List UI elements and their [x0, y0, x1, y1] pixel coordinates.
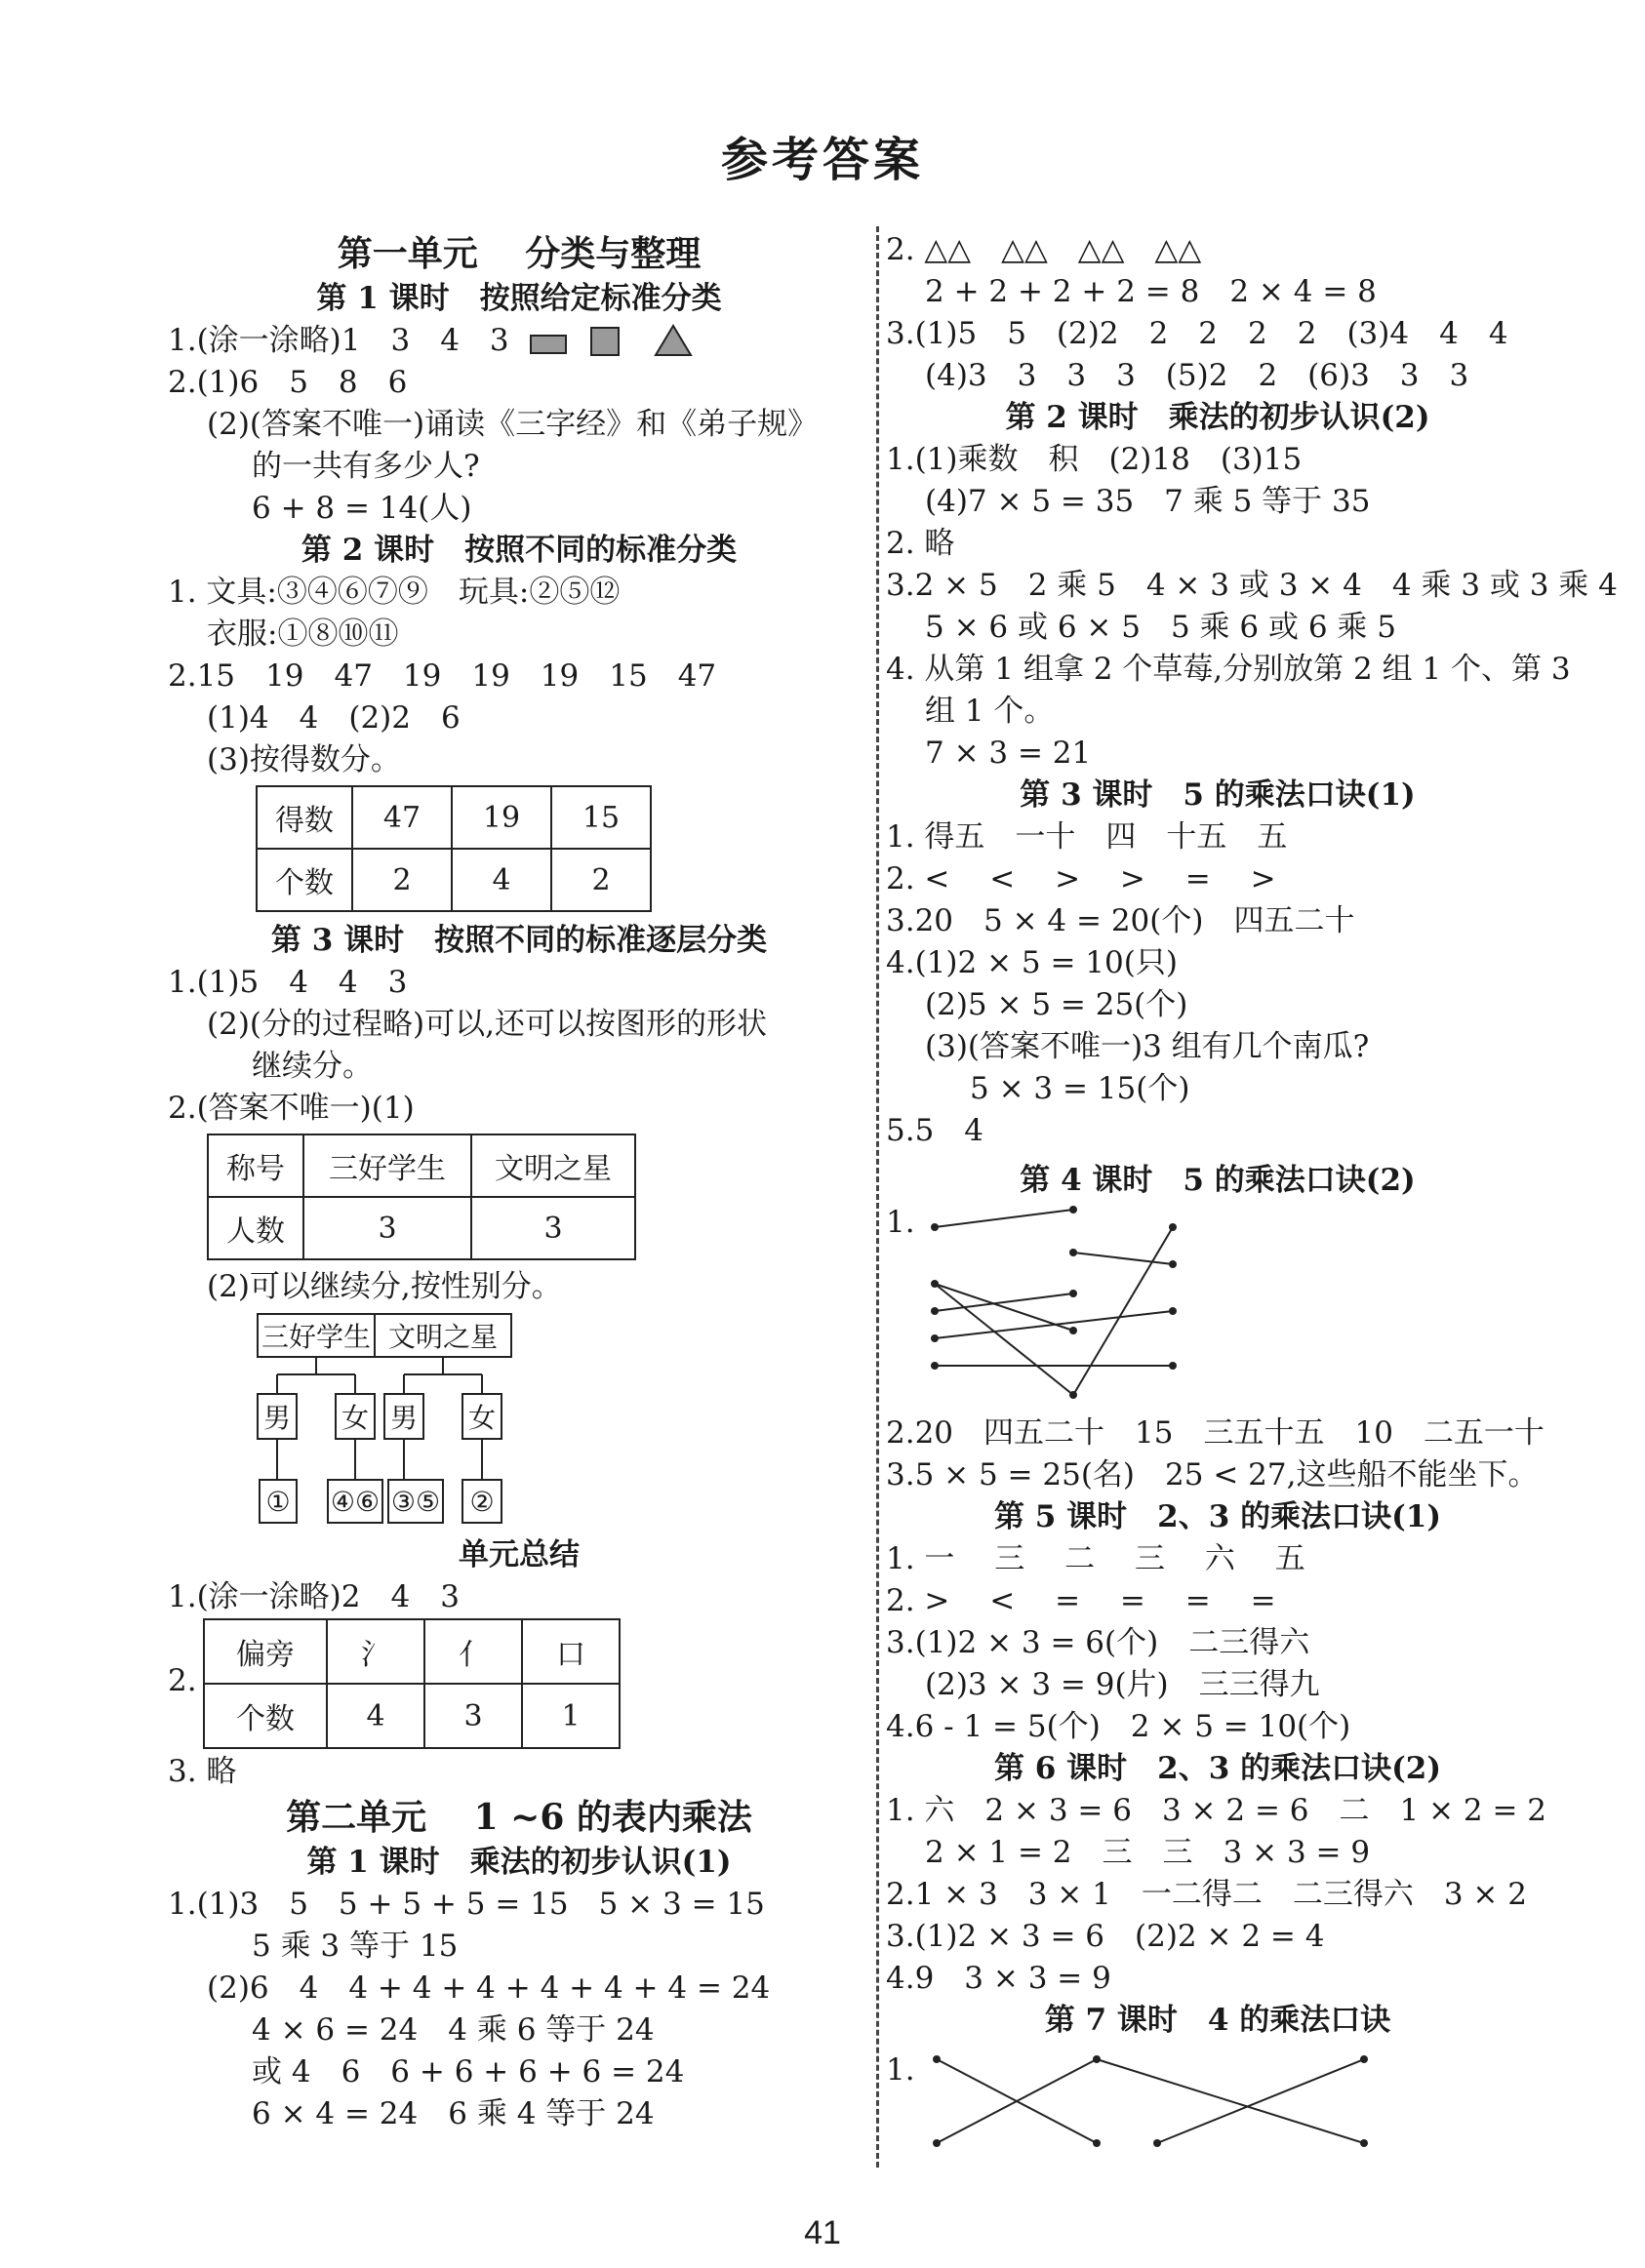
lesson6-title: 第 6 课时 2、3 的乘法口诀(2): [994, 1751, 1441, 1786]
question-number: 2.: [168, 1663, 197, 1698]
page-title: 参考答案: [720, 133, 924, 187]
tree-bottom-label: ④⑥: [330, 1486, 381, 1518]
tree-mid-label: 男: [262, 1402, 292, 1434]
table-row: [204, 1619, 620, 1684]
l4-q2: 2.20 四五二十 15 三五十五 10 二五一十: [886, 1415, 1545, 1451]
score-table: [256, 785, 652, 912]
table-cell: 1: [522, 1684, 620, 1748]
table-row: [208, 1134, 635, 1197]
u1-l1-q2b3: 6 + 8 = 14(人): [252, 491, 472, 526]
u1-lesson3-title: 第 3 课时 按照不同的标准逐层分类: [270, 923, 768, 958]
r-q2b: 2 + 2 + 2 + 2 = 8 2 × 4 = 8: [925, 274, 1377, 309]
u1-l2-q2: 2.15 19 47 19 19 19 15 47: [168, 658, 717, 694]
matching-lines-2: [915, 2042, 1423, 2159]
l3-q4d: 5 × 3 = 15(个): [970, 1071, 1190, 1106]
l3-q4b: (2)5 × 5 = 25(个): [925, 987, 1188, 1022]
u1-l3-q1: 1.(1)5 4 4 3: [168, 965, 408, 1000]
l5-q4: 4.6 - 1 = 5(个) 2 × 5 = 10(个): [886, 1709, 1351, 1744]
u2-l1-q1: 1.(1)3 5 5 + 5 + 5 = 15 5 × 3 = 15: [168, 1887, 765, 1922]
table-cell: 口: [522, 1619, 620, 1684]
column-divider: [876, 226, 879, 2168]
table-cell: 3: [303, 1197, 471, 1259]
table-cell: 得数: [257, 786, 352, 849]
l2-q2: 2. 略: [886, 526, 955, 561]
l5-q3a: 3.(1)2 × 3 = 6(个) 二三得六: [886, 1625, 1310, 1660]
lesson2-title: 第 2 课时 乘法的初步认识(2): [1005, 400, 1430, 435]
table-cell: 亻: [424, 1619, 522, 1684]
tree-mid-label: 女: [341, 1402, 370, 1434]
radical-table: [203, 1618, 621, 1749]
table-cell: 2: [352, 849, 452, 911]
table-cell: 个数: [204, 1684, 327, 1748]
table-cell: 19: [452, 786, 551, 849]
l2-q3b: 5 × 6 或 6 × 5 5 乘 6 或 6 乘 5: [925, 610, 1396, 645]
table-row: [208, 1197, 635, 1259]
right-column: [886, 229, 1618, 2159]
unit1-title: 第一单元 分类与整理: [337, 233, 702, 274]
lesson3-title: 第 3 课时 5 的乘法口诀(1): [1020, 777, 1416, 813]
u1-l2-q2a: (1)4 4 (2)2 6: [207, 700, 461, 736]
answer-text: 1.(涂一涂略)1 3 4 3: [168, 323, 509, 358]
table-cell: 47: [352, 786, 452, 849]
l2-q4c: 7 × 3 = 21: [925, 736, 1092, 771]
shapes-icon: [529, 322, 695, 361]
table-cell: 个数: [257, 849, 352, 911]
table-row: [257, 849, 651, 911]
table-cell: 称号: [208, 1134, 303, 1197]
table-cell: 15: [551, 786, 651, 849]
tree-bottom-label: ②: [469, 1486, 495, 1518]
table-cell: 4: [327, 1684, 424, 1748]
u2-l1-q2b: 4 × 6 = 24 4 乘 6 等于 24: [252, 2012, 655, 2048]
triangle-shape: [656, 326, 691, 355]
l3-q5: 5.5 4: [886, 1113, 984, 1148]
rectangle-shape: [531, 336, 566, 353]
table-cell: 人数: [208, 1197, 303, 1259]
left-column: [168, 229, 870, 2135]
radical-table-block: [168, 1618, 870, 1751]
u1-l3-q1b1: (2)(分的过程略)可以,还可以按图形的形状: [207, 1007, 767, 1042]
u1-s-q1: 1.(涂一涂略)2 4 3: [168, 1579, 460, 1614]
u2-l1-q1b: 5 乘 3 等于 15: [252, 1929, 459, 1964]
u1-lesson1-title: 第 1 课时 按照给定标准分类: [316, 281, 722, 316]
lesson7-title: 第 7 课时 4 的乘法口诀: [1044, 2003, 1391, 2038]
u1-lesson2-title: 第 2 课时 按照不同的标准分类: [301, 533, 738, 568]
l2-q3a: 3.2 × 5 2 乘 5 4 × 3 或 3 × 4 4 乘 3 或 3 乘 4: [886, 568, 1618, 603]
table-row: [204, 1684, 620, 1748]
page-number: 41: [804, 2214, 841, 2251]
table-cell: 4: [452, 849, 551, 911]
u2-l1-q2: (2)6 4 4 + 4 + 4 + 4 + 4 + 4 = 24: [207, 1970, 771, 2006]
l5-q3b: (2)3 × 3 = 9(片) 三三得九: [925, 1667, 1320, 1702]
u1-l2-q1b: 衣服:①⑧⑩⑪: [207, 617, 399, 652]
table-cell: 偏旁: [204, 1619, 327, 1684]
u1-l3-q1b2: 继续分。: [252, 1049, 373, 1084]
u1-l3-q2: 2.(答案不唯一)(1): [168, 1091, 415, 1126]
tree-top-label: 文明之星: [387, 1321, 499, 1353]
l3-q4a: 4.(1)2 × 5 = 10(只): [886, 945, 1178, 980]
l2-q1a: 1.(1)乘数 积 (2)18 (3)15: [886, 442, 1303, 477]
u1-l1-q2b2: 的一共有多少人?: [252, 449, 480, 484]
question-number: 1.: [886, 1205, 915, 1240]
l6-q3: 3.(1)2 × 3 = 6 (2)2 × 2 = 4: [886, 1919, 1325, 1954]
l2-q1b: (4)7 × 5 = 35 7 乘 5 等于 35: [925, 484, 1371, 519]
u1-l2-q2b: (3)按得数分。: [207, 742, 401, 777]
unit1-summary-title: 单元总结: [459, 1537, 580, 1572]
l6-q1a: 1. 六 2 × 3 = 6 3 × 2 = 6 二 1 × 2 = 2: [886, 1793, 1547, 1828]
table-cell: 三好学生: [303, 1134, 471, 1197]
unit2-title: 第二单元 1 ~6 的表内乘法: [286, 1797, 752, 1838]
l3-q3: 3.20 5 × 4 = 20(个) 四五二十: [886, 903, 1355, 938]
l2-q4a: 4. 从第 1 组拿 2 个草莓,分别放第 2 组 1 个、第 3: [886, 652, 1571, 687]
matching-lines-1: [915, 1202, 1247, 1413]
tree-mid-label: 男: [389, 1402, 419, 1434]
tree-bottom-label: ①: [265, 1486, 291, 1518]
tree-mid-label: 女: [467, 1402, 497, 1434]
l5-q2: 2. > < = = = =: [886, 1583, 1276, 1618]
u1-l1-q2b1: (2)(答案不唯一)诵读《三字经》和《弟子规》: [207, 407, 819, 442]
l6-q4: 4.9 3 × 3 = 9: [886, 1961, 1111, 1996]
matching-block-1: [886, 1202, 1549, 1413]
table-row: [257, 786, 651, 849]
r-q2: 2. △△ △△ △△ △△: [886, 232, 1202, 267]
table-cell: 3: [471, 1197, 635, 1259]
table-cell: 文明之星: [471, 1134, 635, 1197]
l4-q3: 3.5 × 5 = 25(名) 25 < 27,这些船不能坐下。: [886, 1457, 1539, 1492]
table-cell: 氵: [327, 1619, 424, 1684]
l5-q1: 1. 一 三 二 三 六 五: [886, 1541, 1305, 1576]
table-cell: 3: [424, 1684, 522, 1748]
l2-q4b: 组 1 个。: [925, 694, 1055, 729]
tree-top-label: 三好学生: [261, 1321, 372, 1353]
u1-l1-q2a: 2.(1)6 5 8 6: [168, 365, 408, 400]
classification-tree: [168, 1310, 870, 1534]
l3-q4c: (3)(答案不唯一)3 组有几个南瓜?: [925, 1029, 1370, 1064]
title-table: [207, 1134, 636, 1260]
r-q3a: 3.(1)5 5 (2)2 2 2 2 2 (3)4 4 4: [886, 316, 1508, 351]
square-shape: [591, 328, 619, 355]
l3-q1: 1. 得五 一十 四 十五 五: [886, 819, 1288, 855]
u2-lesson1-title: 第 1 课时 乘法的初步认识(1): [306, 1845, 732, 1880]
u2-l1-q2c: 或 4 6 6 + 6 + 6 + 6 = 24: [252, 2054, 685, 2089]
matching-block-2: [886, 2042, 1549, 2159]
l3-q2: 2. < < > > = >: [886, 861, 1276, 896]
u1-l2-q1a: 1. 文具:③④⑥⑦⑨ 玩具:②⑤⑫: [168, 575, 621, 610]
l6-q1b: 2 × 1 = 2 三 三 3 × 3 = 9: [925, 1835, 1371, 1870]
lesson4-title: 第 4 课时 5 的乘法口诀(2): [1020, 1163, 1416, 1198]
r-q3b: (4)3 3 3 3 (5)2 2 (6)3 3 3: [925, 358, 1469, 393]
tree-bottom-label: ③⑤: [390, 1486, 441, 1518]
lesson5-title: 第 5 课时 2、3 的乘法口诀(1): [994, 1499, 1441, 1534]
u2-l1-q2d: 6 × 4 = 24 6 乘 4 等于 24: [252, 2096, 655, 2131]
l6-q2: 2.1 × 3 3 × 1 一二得二 二三得六 3 × 2: [886, 1877, 1527, 1912]
u1-l3-q2b: (2)可以继续分,按性别分。: [207, 1269, 562, 1304]
u1-l1-q1: [168, 320, 870, 362]
question-number: 1.: [886, 2052, 915, 2088]
u1-s-q3: 3. 略: [168, 1754, 237, 1789]
table-cell: 2: [551, 849, 651, 911]
